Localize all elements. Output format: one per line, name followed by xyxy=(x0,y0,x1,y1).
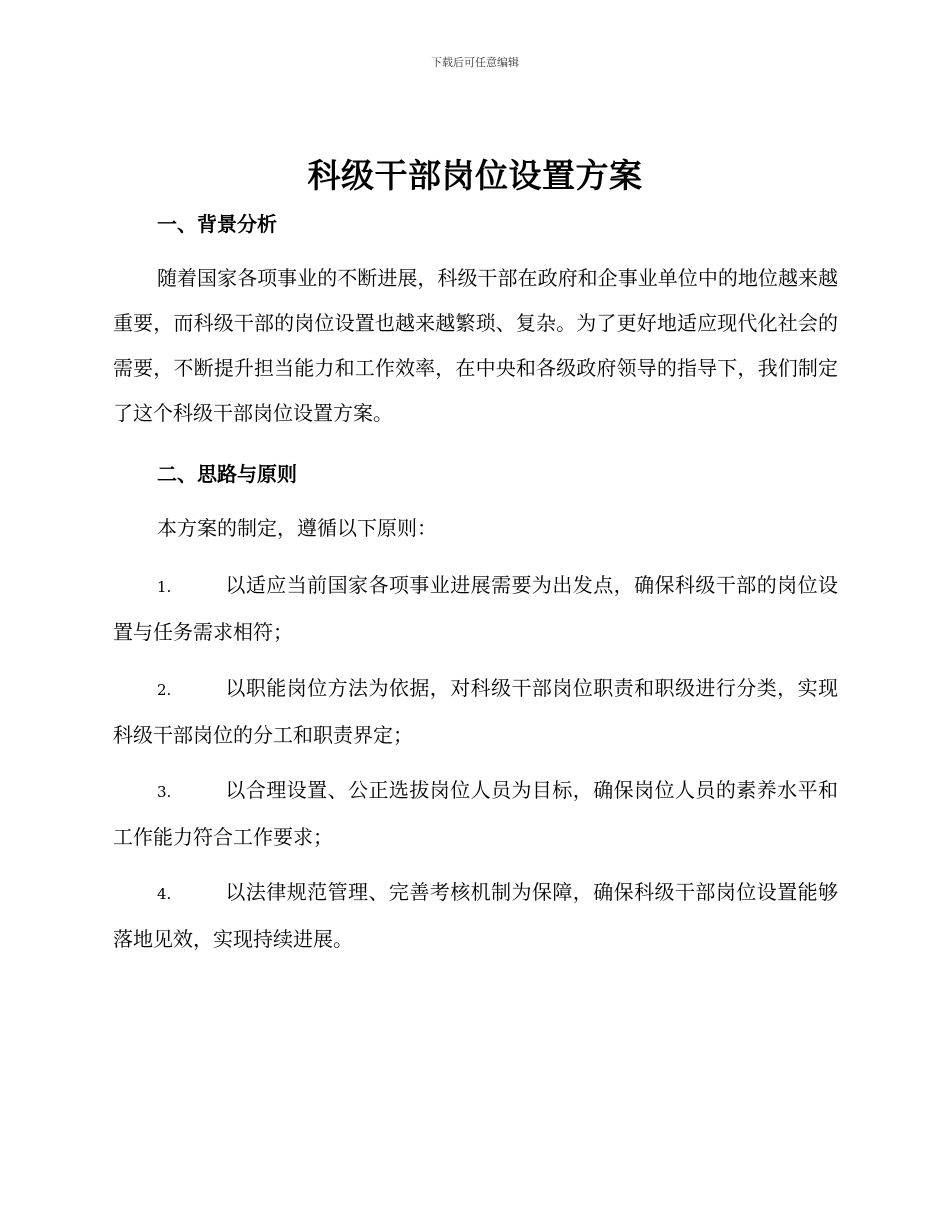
section-heading-background: 一、背景分析 xyxy=(157,212,277,236)
list-item-number: 4. xyxy=(157,885,172,903)
list-item-text: 以职能岗位方法为依据，对科级干部岗位职责和职级进行分类，实现科级干部岗位的分工和职责界定； xyxy=(113,676,838,747)
list-item-number: 1. xyxy=(157,578,172,596)
list-item xyxy=(113,563,838,655)
principles-intro: 本方案的制定，遵循以下原则： xyxy=(157,516,437,540)
section-heading-principles: 二、思路与原则 xyxy=(157,462,297,486)
list-item xyxy=(113,768,838,860)
list-item xyxy=(113,666,838,758)
background-paragraph: 随着国家各项事业的不断进展，科级干部在政府和企事业单位中的地位越来越重要，而科级干部的岗位设置也越来越繁琐、复杂。为了更好地适应现代化社会的需要，不断提升担当能力和工作效率，在中央和各级政府领导的指导下，我们制定了这个科级干部岗位设置方案。 xyxy=(113,266,838,425)
list-item-text: 以法律规范管理、完善考核机制为保障，确保科级干部岗位设置能够落地见效，实现持续进展。 xyxy=(113,880,838,951)
list-item-number: 3. xyxy=(157,783,172,801)
document-title: 科级干部岗位设置方案 xyxy=(307,156,643,195)
list-item-text: 以合理设置、公正选拔岗位人员为目标，确保岗位人员的素养水平和工作能力符合工作要求； xyxy=(113,778,838,849)
list-item-number: 2. xyxy=(157,681,172,699)
list-item-text: 以适应当前国家各项事业进展需要为出发点，确保科级干部的岗位设置与任务需求相符； xyxy=(113,573,838,644)
list-item xyxy=(113,870,838,962)
page-header-note: 下载后可任意编辑 xyxy=(431,56,519,69)
